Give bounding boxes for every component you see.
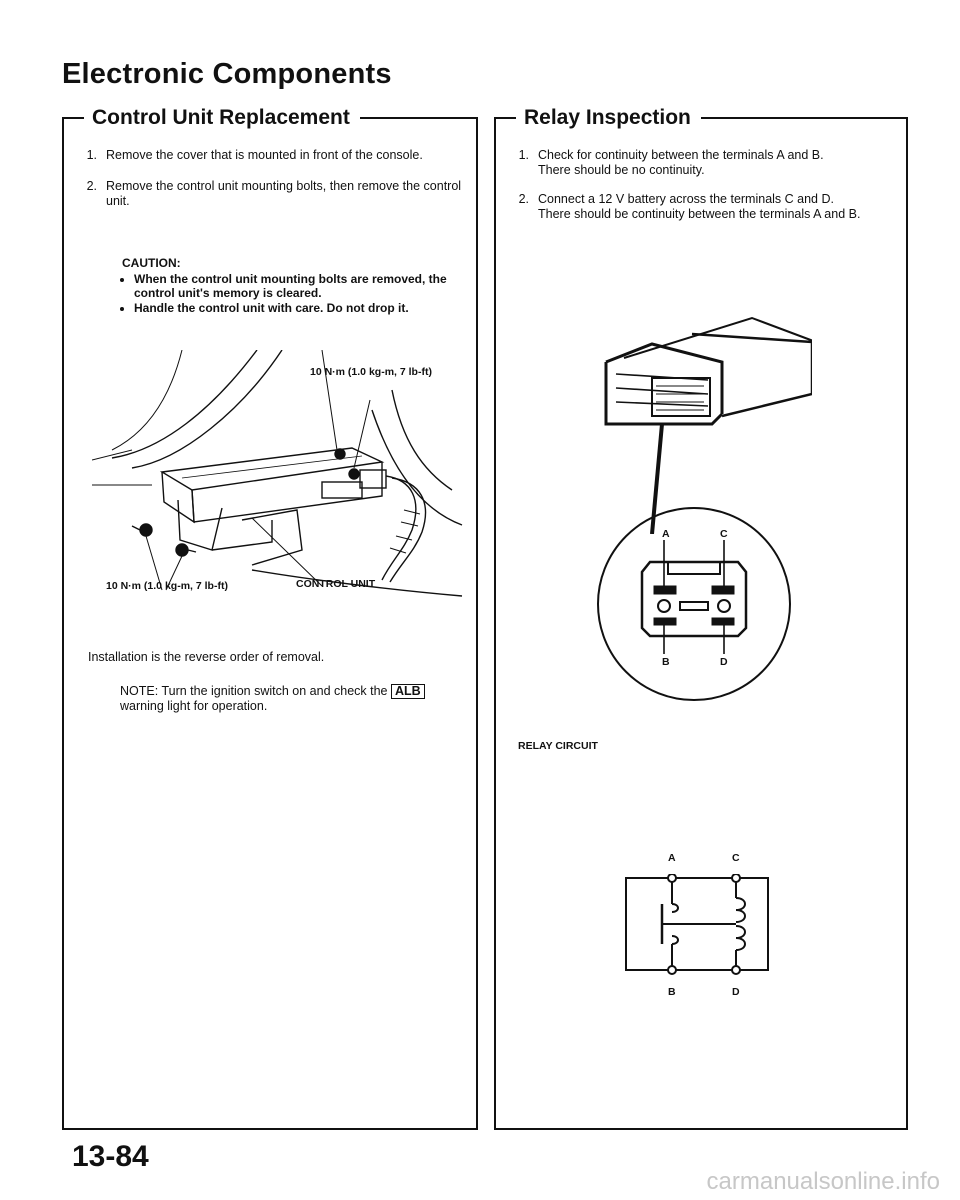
schematic-terminal-c: C xyxy=(732,852,740,864)
note-text: Turn the ignition switch on and check the xyxy=(161,684,388,698)
step-line: There should be continuity between the terminals A and B. xyxy=(538,207,861,221)
step-number: 1. xyxy=(518,148,529,162)
step-item xyxy=(510,192,892,222)
section-heading: Relay Inspection xyxy=(516,106,701,130)
schematic-terminal-a: A xyxy=(668,852,676,864)
installation-text: Installation is the reverse order of removal. xyxy=(88,650,325,664)
control-unit-label: CONTROL UNIT xyxy=(296,578,376,590)
step-text: Remove the control unit mounting bolts, then remove the control unit. xyxy=(106,179,462,208)
step-text xyxy=(538,192,892,222)
step-text xyxy=(538,148,892,178)
relay-circuit-schematic xyxy=(622,874,772,984)
schematic-terminal-d: D xyxy=(732,986,740,998)
section-header xyxy=(494,105,908,131)
magnifier-terminal-a: A xyxy=(662,528,670,540)
section-heading: Control Unit Replacement xyxy=(84,106,360,130)
note-block xyxy=(120,684,460,714)
header-rule xyxy=(62,117,84,119)
note-text-tail: warning light for operation. xyxy=(120,699,268,713)
step-item xyxy=(78,148,462,163)
header-rule xyxy=(494,117,516,119)
step-item xyxy=(78,179,462,209)
magnifier-terminal-b: B xyxy=(662,656,670,668)
caution-list xyxy=(122,272,462,315)
alb-indicator-badge: ALB xyxy=(391,684,425,699)
step-line: Connect a 12 V battery across the terminals C and D. xyxy=(538,192,834,206)
step-number: 2. xyxy=(518,192,529,206)
relay-inspection-section xyxy=(494,106,908,1130)
caution-item: • Handle the control unit with care. Do not drop it. xyxy=(134,301,462,315)
inspection-steps xyxy=(510,148,892,236)
relay-illustration xyxy=(592,314,812,534)
step-number: 1. xyxy=(86,148,97,162)
step-text: Remove the cover that is mounted in front of the console. xyxy=(106,148,423,162)
magnifier-terminal-d: D xyxy=(720,656,728,668)
page-title: Electronic Components xyxy=(62,58,392,90)
step-number: 2. xyxy=(86,179,97,193)
relay-circuit-label: RELAY CIRCUIT xyxy=(518,740,598,752)
page-number: 13-84 xyxy=(72,1140,149,1173)
step-line: Check for continuity between the terminals A and B. xyxy=(538,148,824,162)
caution-label: CAUTION: xyxy=(122,256,181,270)
header-rule xyxy=(360,117,478,119)
note-prefix: NOTE: xyxy=(120,684,159,698)
replacement-steps xyxy=(78,148,462,225)
step-line: There should be no continuity. xyxy=(538,163,705,177)
section-header xyxy=(62,105,478,131)
schematic-terminal-b: B xyxy=(668,986,676,998)
control-unit-replacement-section xyxy=(62,106,478,1130)
magnifier-terminal-c: C xyxy=(720,528,728,540)
watermark-text: carmanualsonline.info xyxy=(706,1168,940,1195)
caution-block xyxy=(122,256,462,316)
torque-label-upper: 10 N·m (1.0 kg-m, 7 lb-ft) xyxy=(310,366,432,378)
terminal-magnifier xyxy=(594,504,794,704)
caution-item: • When the control unit mounting bolts are removed, the control unit's memory is cleared. xyxy=(134,272,462,300)
header-rule xyxy=(701,117,908,119)
step-item xyxy=(510,148,892,178)
torque-label-lower: 10 N·m (1.0 kg-m, 7 lb-ft) xyxy=(106,580,228,592)
